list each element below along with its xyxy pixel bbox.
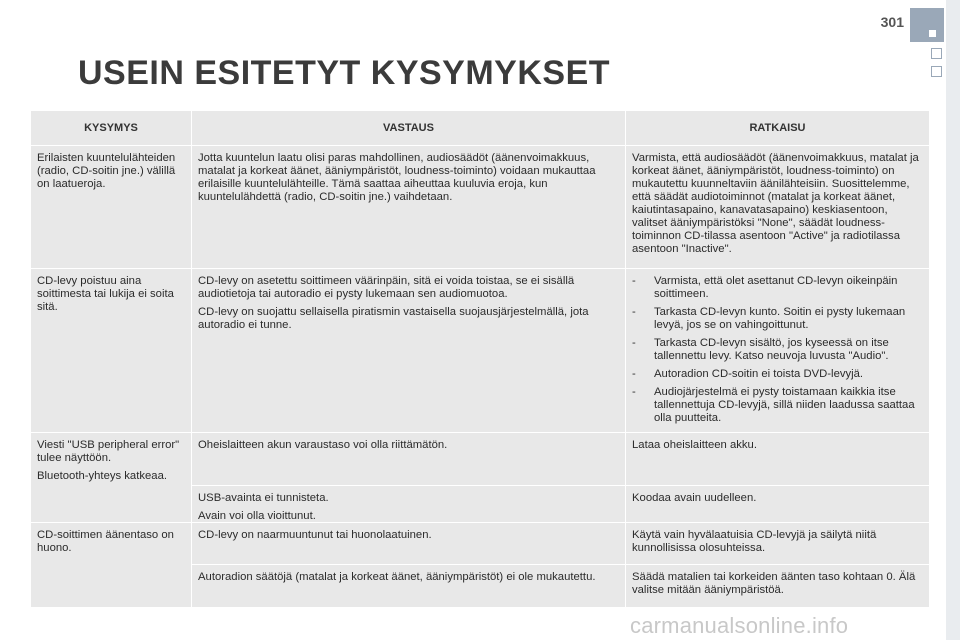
answer-text: USB-avainta ei tunnisteta. [198,492,329,504]
solution-list-item [632,368,923,381]
answer-text: Jotta kuuntelun laatu olisi paras mahdollinen, audiosäädöt (äänenvoimakkuus, matalat ja korkeat äänet, ääniympäristöt, loudness-toiminto) voidaan mukauttaa erilaisille kuuntelulähteille. Tämä saattaa aiheuttaa kuuluvia eroja, kun kuuntelulähdettä (radio, CD-soitin jne.) vaihdetaan. [198,152,596,203]
solution-cell [626,486,929,514]
question-text: Viesti "USB peripheral error" tulee näyttöön. [37,439,180,464]
solution-text: Varmista, että audiosäädöt (äänenvoimakkuus, matalat ja korkeat äänet, ääniympäristöt, loudness-toiminto) on mukautettu kuunneltaviin äänilähteisiin. Suosittelemme, että säädät audiotoiminnot (matalat ja korkeat äänet, kaiutintasapaino, kanavatasapaino) keskiasentoon, valitset ääniympäristöksi "None", säädät loudness-toiminnon CD-tilassa asentoon "Active" ja radiotilassa asentoon "Inactive". [632,152,919,255]
solution-cell [626,146,929,265]
answer-text: CD-levy on naarmuuntunut tai huonolaatuinen. [198,529,432,541]
header-answer: VASTAUS [383,122,434,134]
solution-cell [626,269,929,434]
solution-cell [626,565,929,606]
answer-cell [192,146,625,213]
solution-item-text: Audiojärjestelmä ei pysty toistamaan kaikkia itse tallennettuja CD-levyjä, sillä niiden laadussa saattaa olla puutteita. [654,386,915,424]
solution-list-item [632,275,923,301]
answer-cell [192,269,625,341]
question-cell [31,146,191,200]
question-text: CD-levy poistuu aina soittimesta tai lukija ei soita sitä. [37,275,174,313]
question-text: Bluetooth-yhteys katkeaa. [37,470,167,482]
solution-list-item [632,386,923,425]
solution-text: Koodaa avain uudelleen. [632,492,757,504]
side-checkbox-icon [931,66,942,77]
dash-bullet: - [632,386,636,398]
answer-text: Autoradion säätöjä (matalat ja korkeat äänet, ääniympäristöt) ei ole mukautettu. [198,571,596,583]
question-text: CD-soittimen äänentaso on huono. [37,529,174,554]
header-solution: RATKAISU [749,122,806,134]
solution-list-item [632,337,923,363]
solution-cell [626,433,929,461]
dash-bullet: - [632,368,636,380]
side-strip [946,0,960,640]
solution-text: Käytä vain hyvälaatuisia CD-levyjä ja säilytä niitä kunnollisissa olosuhteissa. [632,529,877,554]
answer-text: Avain voi olla vioittunut. [198,510,316,522]
answer-cell [192,523,625,551]
solution-item-text: Tarkasta CD-levyn sisältö, jos kyseessä on itse tallennettu levy. Katso neuvoja luvusta "Audio". [654,337,889,362]
side-checkbox-icon [931,48,942,59]
faq-table [31,111,929,607]
answer-text: CD-levy on suojattu sellaisella piratismin vastaisella suojausjärjestelmällä, jota autoradio ei tunne. [198,306,589,331]
question-cell [31,269,191,323]
solution-list-item [632,306,923,332]
solution-item-text: Tarkasta CD-levyn kunto. Soitin ei pysty lukemaan levyä, jos se on vahingoittunut. [654,306,906,331]
solution-text: Lataa oheislaitteen akku. [632,439,757,451]
corner-marker [929,30,936,37]
watermark-text: carmanualsonline.info [630,613,849,638]
question-cell [31,523,191,564]
page-title: USEIN ESITETYT KYSYMYKSET [78,54,611,92]
solution-item-text: Autoradion CD-soitin ei toista DVD-levyjä. [654,368,864,380]
solution-cell [626,523,929,564]
answer-text: Oheislaitteen akun varaustaso voi olla riittämätön. [198,439,448,451]
dash-bullet: - [632,337,636,349]
answer-cell [192,565,625,593]
solution-text: Säädä matalien tai korkeiden äänten taso kohtaan 0. Älä valitse mitään ääniympäristöä. [632,571,916,596]
question-cell [31,433,191,492]
question-text: Erilaisten kuuntelulähteiden (radio, CD-soitin jne.) välillä on laatueroja. [37,152,176,190]
dash-bullet: - [632,275,636,287]
corner-tab [910,8,944,42]
answer-cell [192,433,625,461]
page-number: 301 [880,14,904,30]
solution-item-text: Varmista, että olet asettanut CD-levyn oikeinpäin soittimeen. [654,275,898,300]
dash-bullet: - [632,306,636,318]
answer-text: CD-levy on asetettu soittimeen väärinpäin, sitä ei voida toistaa, se ei sisällä audiotietoja tai autoradio ei pysty lukemaan sen audiomuotoa. [198,275,575,300]
header-question: KYSYMYS [84,122,138,134]
